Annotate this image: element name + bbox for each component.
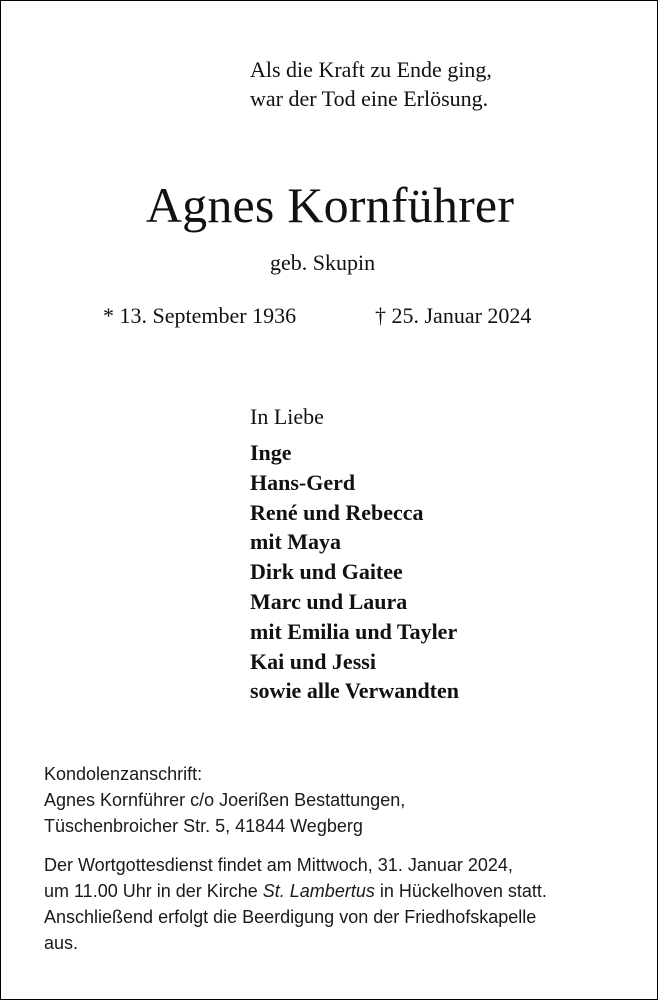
condolence-label: Kondolenzanschrift: [44,764,203,784]
born-name: geb. Skupin [270,250,376,275]
service-line-2 [44,878,547,904]
death-date: † 25. Januar 2024 [375,303,532,328]
motto-line-2: war der Tod eine Erlösung. [250,86,489,111]
deceased-name: Agnes Kornführer [145,177,515,233]
service-line-3: Anschließend erfolgt die Beerdigung von der Friedhofskapelle [44,907,537,927]
mourner-name: Hans-Gerd [250,469,356,495]
service-line-2-start: um 11.00 Uhr in der Kirche [44,881,263,901]
mourner-name: Kai und Jessi [250,648,376,674]
mourners-intro: In Liebe [250,404,324,429]
mourner-name: René und Rebecca [250,499,424,525]
mourner-name: sowie alle Verwandten [250,678,459,704]
motto [250,55,492,113]
motto-line-1: Als die Kraft zu Ende ging, [250,57,492,82]
church-name: St. Lambertus [262,881,375,901]
service-line-4: aus. [44,933,79,953]
service-line-2-end: in Hückelhoven statt. [374,881,547,901]
mourner-name: Inge [250,440,292,465]
service-line-1: Der Wortgottesdienst findet am Mittwoch, 31. Januar 2024, [44,855,513,875]
mourner-name: mit Emilia und Tayler [250,618,458,644]
condolence-line-2: Tüschenbroicher Str. 5, 41844 Wegberg [44,816,363,836]
mourner-name: Marc und Laura [250,588,408,614]
birth-date: * 13. September 1936 [103,303,297,328]
service-details [44,852,547,956]
mourner-name: Dirk und Gaitee [250,559,403,585]
condolence-line-1: Agnes Kornführer c/o Joerißen Bestattungen, [44,790,406,810]
condolence-address [44,761,405,839]
mourners-list [250,438,459,706]
mourner-name: mit Maya [250,529,342,555]
